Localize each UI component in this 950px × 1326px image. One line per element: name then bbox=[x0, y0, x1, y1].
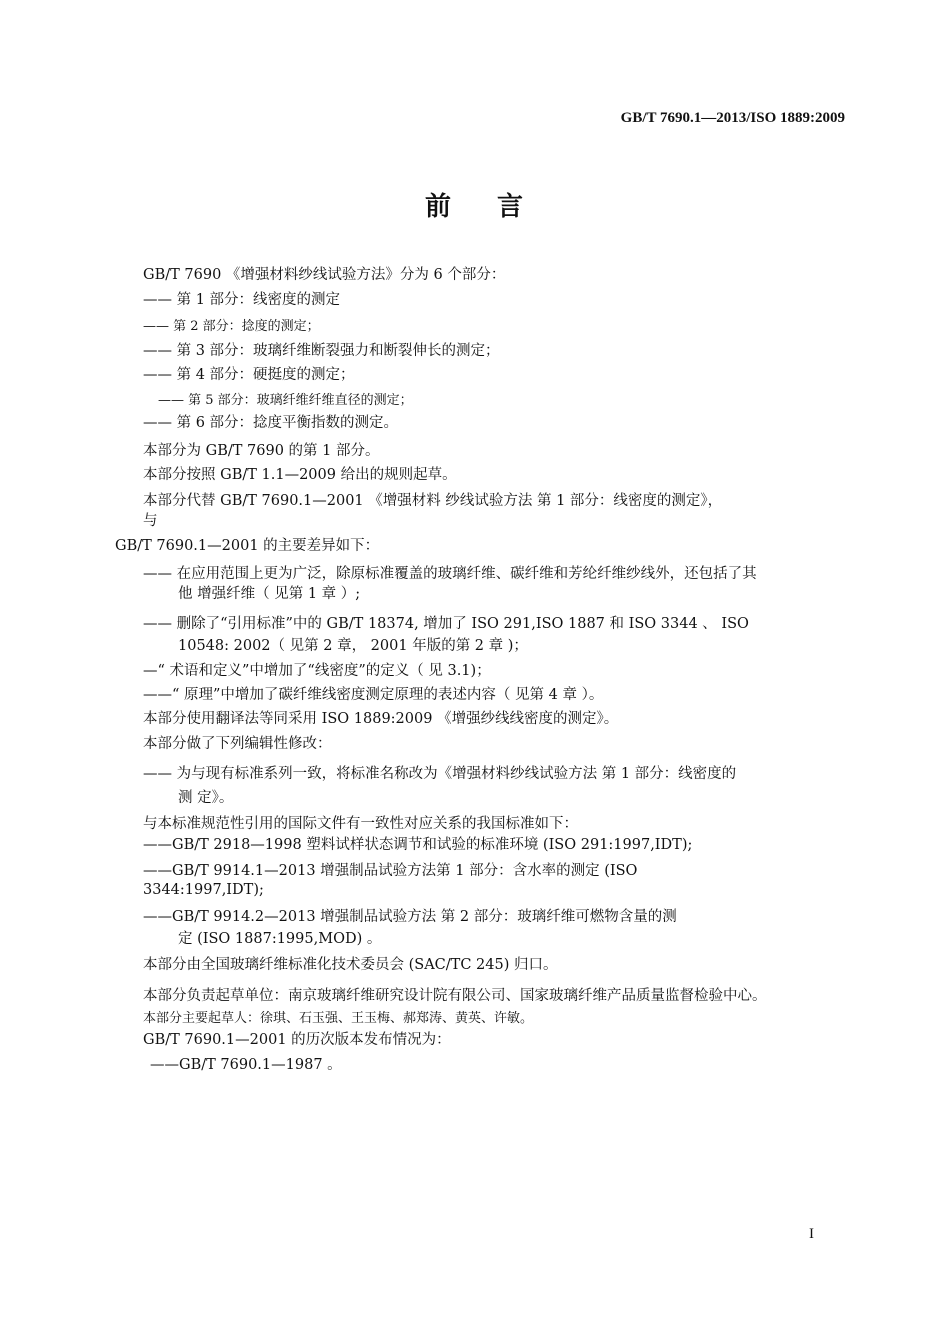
title-char-2: 言 bbox=[497, 192, 526, 222]
paragraph-history-intro: GB/T 7690.1—2001 的历次版本发布情况为： bbox=[143, 1032, 451, 1048]
title-char-1: 前 bbox=[424, 192, 453, 222]
list-item-history-1987: ——GB/T 7690.1—1987 。 bbox=[150, 1057, 342, 1073]
list-item-editorial-name: —— 为与现有标准系列一致，将标准名称改为《增强材料纱线试验方法 第 1 部分：线密度的 bbox=[143, 766, 737, 782]
list-item-ref-2918: ——GB/T 2918—1998 塑料试样状态调节和试验的标准环境 (ISO 291:1997,IDT); bbox=[143, 837, 693, 853]
list-item-ref-9914-2: ——GB/T 9914.2—2013 增强制品试验方法 第 2 部分：玻璃纤维可燃物含量的测 bbox=[143, 909, 677, 925]
list-item-ref-9914-2-cont: 定 (ISO 1887:1995,MOD) 。 bbox=[178, 931, 382, 947]
paragraph-drafters: 本部分主要起草人：徐琪、石玉强、王玉梅、郝郑涛、黄英、许敏。 bbox=[143, 1011, 534, 1026]
list-item-diff-terms: —“ 术语和定义”中增加了“线密度”的定义（ 见 3.1)； bbox=[143, 663, 491, 679]
list-item-part-6: —— 第 6 部分：捻度平衡指数的测定。 bbox=[143, 415, 399, 431]
list-item-part-4: —— 第 4 部分：硬挺度的测定； bbox=[143, 367, 355, 383]
list-item-part-3: —— 第 3 部分：玻璃纤维断裂强力和断裂伸长的测定； bbox=[143, 343, 500, 359]
page-number: I bbox=[809, 1226, 814, 1242]
paragraph-editorial-intro: 本部分做了下列编辑性修改： bbox=[143, 736, 332, 752]
paragraph-normative-refs: 与本标准规范性引用的国际文件有一致性对应关系的我国标准如下： bbox=[143, 816, 578, 832]
paragraph-translation: 本部分使用翻译法等同采用 ISO 1889:2009 《增强纱线线密度的测定》。 bbox=[143, 711, 619, 727]
paragraph-differences-intro: GB/T 7690.1—2001 的主要差异如下： bbox=[115, 538, 380, 554]
list-item-part-1: —— 第 1 部分：线密度的测定 bbox=[143, 292, 341, 308]
list-item-editorial-name-cont: 测 定》。 bbox=[178, 790, 234, 806]
paragraph-drafting-rules: 本部分按照 GB/T 1.1—2009 给出的规则起草。 bbox=[143, 467, 457, 483]
list-item-part-2: —— 第 2 部分：捻度的测定； bbox=[143, 319, 320, 334]
page-title bbox=[0, 186, 950, 223]
list-item-ref-9914-1-cont: 3344:1997,IDT); bbox=[143, 882, 264, 898]
list-item-diff-principle: ——“ 原理”中增加了碳纤维线密度测定原理的表述内容（ 见第 4 章 ）。 bbox=[143, 687, 604, 703]
paragraph-part-statement: 本部分为 GB/T 7690 的第 1 部分。 bbox=[143, 443, 380, 459]
paragraph-replaces-cont: 与 bbox=[143, 513, 158, 529]
list-item-diff-scope: —— 在应用范围上更为广泛，除原标准覆盖的玻璃纤维、碳纤维和芳纶纤维纱线外，还包括了其 bbox=[143, 566, 757, 582]
intro-parts-line: GB/T 7690 《增强材料纱线试验方法》分为 6 个部分： bbox=[143, 267, 506, 283]
paragraph-drafting-units: 本部分负责起草单位：南京玻璃纤维研究设计院有限公司、国家玻璃纤维产品质量监督检验中心。 bbox=[143, 988, 767, 1004]
list-item-diff-scope-cont: 他 增强纤维（ 见第 1 章 ）; bbox=[178, 586, 361, 602]
list-item-diff-references: —— 删除了“引用标准”中的 GB/T 18374, 增加了 ISO 291,ISO 1887 和 ISO 3344 、 ISO bbox=[143, 616, 749, 632]
list-item-ref-9914-1: ——GB/T 9914.1—2013 增强制品试验方法第 1 部分：含水率的测定 (ISO bbox=[143, 863, 638, 879]
standard-number-header: GB/T 7690.1—2013/ISO 1889:2009 bbox=[620, 110, 845, 126]
list-item-diff-references-cont: 10548: 2002（ 见第 2 章， 2001 年版的第 2 章 )； bbox=[178, 638, 528, 654]
paragraph-replaces: 本部分代替 GB/T 7690.1—2001 《增强材料 纱线试验方法 第 1 部分：线密度的测定》， bbox=[143, 493, 723, 509]
list-item-part-5: —— 第 5 部分：玻璃纤维纤维直径的测定； bbox=[158, 393, 413, 408]
paragraph-committee: 本部分由全国玻璃纤维标准化技术委员会 (SAC/TC 245) 归口。 bbox=[143, 957, 558, 973]
